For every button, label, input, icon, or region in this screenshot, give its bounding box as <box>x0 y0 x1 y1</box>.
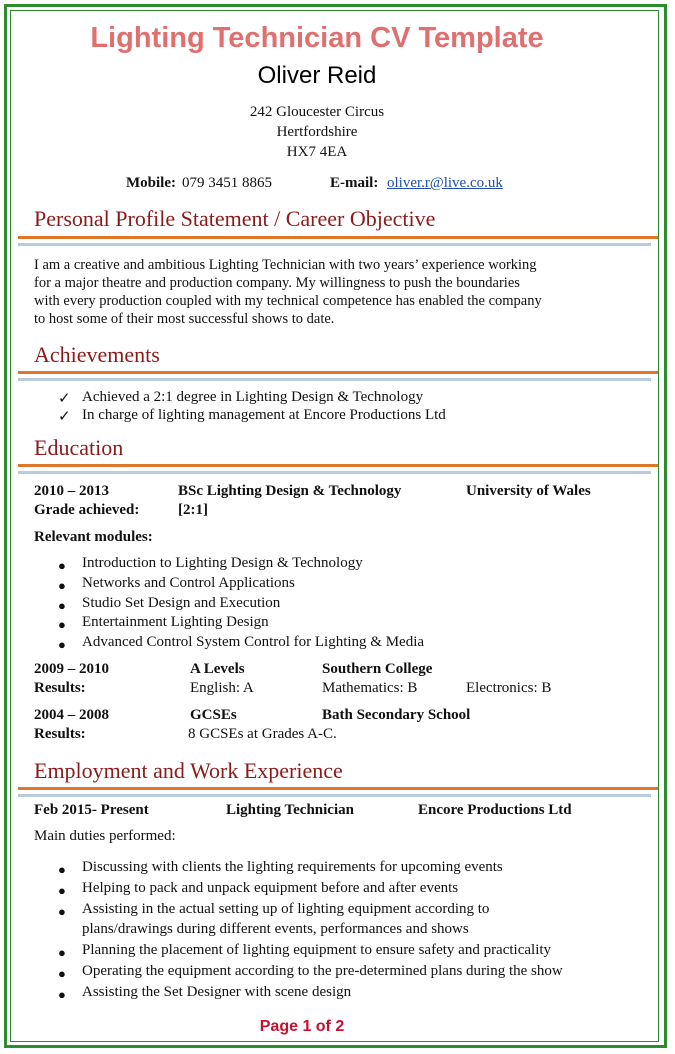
bullet-icon: ● <box>58 598 66 613</box>
email-label: E-mail: <box>330 175 379 191</box>
bullet-icon: ● <box>58 987 66 1002</box>
alevels-dates: 2009 – 2010 <box>34 661 109 677</box>
bullet-icon: ● <box>58 558 66 573</box>
address-line-3: HX7 4EA <box>286 144 348 160</box>
employment-heading: Employment and Work Experience <box>34 758 343 783</box>
check-icon: ✓ <box>58 409 71 425</box>
duty-item-continued: plans/drawings during different events, performances and shows <box>82 921 469 937</box>
achievements-heading: Achievements <box>34 342 160 367</box>
page-number: Page 1 of 2 <box>259 1018 345 1035</box>
profile-line-4: to host some of their most successful shows to date. <box>34 311 335 327</box>
profile-line-3: with every production coupled with my technical competence has enabled the company <box>34 293 542 309</box>
duty-item: Planning the placement of lighting equipment to ensure safety and practicality <box>82 942 552 958</box>
mobile-value: 079 3451 8865 <box>182 175 272 191</box>
degree-institution: University of Wales <box>466 483 591 499</box>
modules-label: Relevant modules: <box>34 529 153 545</box>
achievement-item: In charge of lighting management at Encore Productions Ltd <box>82 407 446 423</box>
bullet-icon: ● <box>58 945 66 960</box>
result-english: English: A <box>190 680 254 696</box>
bullet-icon: ● <box>58 904 66 919</box>
section-rule-blue <box>18 794 651 797</box>
duties-label: Main duties performed: <box>34 828 176 844</box>
alevels-qualification: A Levels <box>190 661 245 677</box>
module-item: Studio Set Design and Execution <box>82 595 281 611</box>
profile-line-2: for a major theatre and production company. My willingness to push the boundaries <box>34 275 520 291</box>
achievement-item: Achieved a 2:1 degree in Lighting Design & Technology <box>82 389 424 405</box>
employment-dates: Feb 2015- Present <box>34 802 149 818</box>
bullet-icon: ● <box>58 883 66 898</box>
duty-item: Operating the equipment according to the pre-determined plans during the show <box>82 963 563 979</box>
bullet-icon: ● <box>58 966 66 981</box>
result-mathematics: Mathematics: B <box>322 680 418 696</box>
gcse-results-label: Results: <box>34 726 86 742</box>
duty-item: Assisting the Set Designer with scene design <box>82 984 352 1000</box>
gcse-institution: Bath Secondary School <box>322 707 471 723</box>
bullet-icon: ● <box>58 617 66 632</box>
bullet-icon: ● <box>58 578 66 593</box>
section-rule-blue <box>18 378 651 381</box>
address-line-1: 242 Gloucester Circus <box>249 104 385 120</box>
alevels-results-label: Results: <box>34 680 86 696</box>
education-heading: Education <box>34 435 124 460</box>
email-link[interactable]: oliver.r@live.co.uk <box>387 175 503 191</box>
result-electronics: Electronics: B <box>466 680 552 696</box>
profile-heading: Personal Profile Statement / Career Objective <box>34 206 436 231</box>
candidate-name: Oliver Reid <box>257 62 377 89</box>
gcse-result: 8 GCSEs at Grades A-C. <box>188 726 337 742</box>
module-item: Networks and Control Applications <box>82 575 295 591</box>
alevels-institution: Southern College <box>322 661 433 677</box>
employment-role: Lighting Technician <box>226 802 354 818</box>
degree-dates: 2010 – 2013 <box>34 483 109 499</box>
grade-value: [2:1] <box>178 502 208 518</box>
section-rule-orange <box>18 464 658 467</box>
section-rule-orange <box>18 236 658 239</box>
bullet-icon: ● <box>58 862 66 877</box>
bullet-icon: ● <box>58 637 66 652</box>
section-rule-orange <box>18 371 658 374</box>
section-rule-blue <box>18 471 651 474</box>
degree-course: BSc Lighting Design & Technology <box>178 483 402 499</box>
grade-label: Grade achieved: <box>34 502 140 518</box>
section-rule-blue <box>18 243 651 246</box>
mobile-label: Mobile: <box>126 175 176 191</box>
duty-item: Helping to pack and unpack equipment before and after events <box>82 880 459 896</box>
module-item: Introduction to Lighting Design & Technology <box>82 555 363 571</box>
module-item: Entertainment Lighting Design <box>82 614 269 630</box>
gcse-dates: 2004 – 2008 <box>34 707 109 723</box>
duty-item: Assisting in the actual setting up of lighting equipment according to <box>82 901 490 917</box>
profile-line-1: I am a creative and ambitious Lighting Technician with two years’ experience working <box>34 257 537 273</box>
check-icon: ✓ <box>58 391 71 407</box>
address-line-2: Hertfordshire <box>276 124 358 140</box>
module-item: Advanced Control System Control for Lighting & Media <box>82 634 425 650</box>
employment-company: Encore Productions Ltd <box>418 802 572 818</box>
duty-item: Discussing with clients the lighting requirements for upcoming events <box>82 859 503 875</box>
section-rule-orange <box>18 787 658 790</box>
gcse-qualification: GCSEs <box>190 707 237 723</box>
document-title: Lighting Technician CV Template <box>90 22 544 54</box>
